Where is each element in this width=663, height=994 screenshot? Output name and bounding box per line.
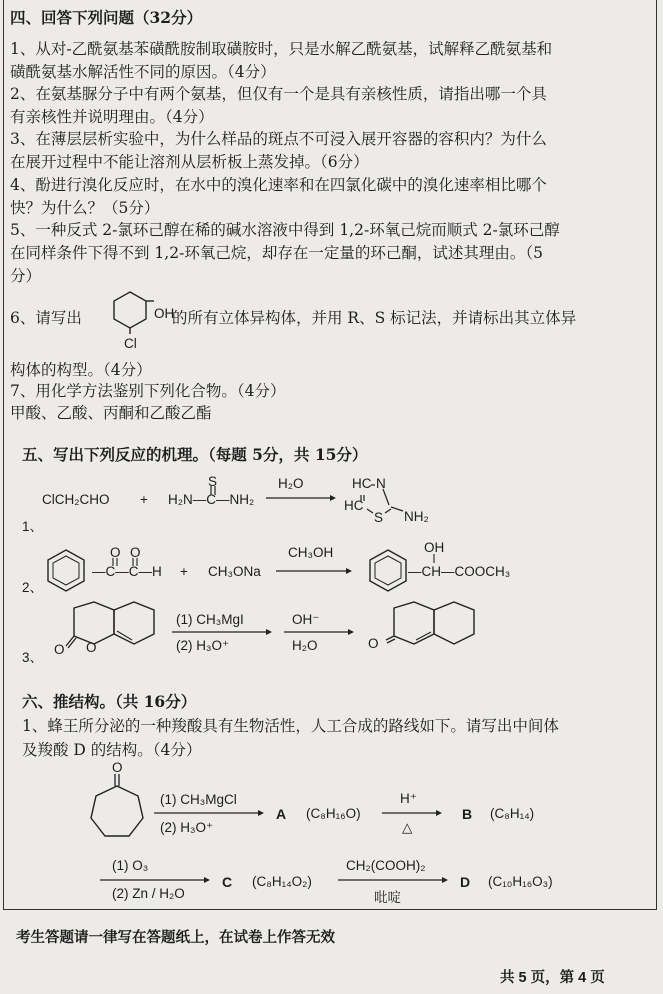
r1-condition: H₂O: [278, 476, 304, 491]
q4-5-line2: 在同样条件下得不到 1,2-环氧己烷，却存在一定量的环己酮，试述其理由。（5: [10, 244, 543, 262]
q4-5-line1: 5、一种反式 2-氯环己醇在稀的碱水溶液中得到 1,2-环氧己烷而顺式 2-氯环己醇: [10, 221, 560, 239]
compound-b: B: [462, 806, 473, 822]
compound-c: C: [222, 874, 233, 890]
cycloheptanone-structure: [88, 774, 148, 844]
r2-number: 2、: [22, 580, 44, 595]
s2-top: H⁺: [400, 791, 417, 806]
section6-title: 六、推结构。（共 16分）: [22, 692, 197, 711]
r3-o-ring: O: [86, 640, 97, 655]
q4-4-line2: 快？为什么？（5分）: [10, 199, 160, 217]
footer-notice: 考生答题请一律写在答题纸上，在试卷上作答无效: [16, 930, 335, 946]
r3-arrow2: [284, 628, 354, 636]
r1-arrow: [266, 494, 336, 502]
r3-p-o: O: [368, 636, 379, 651]
s4-bot: 吡啶: [374, 890, 401, 905]
q4-6-prefix: 6、请写出: [10, 309, 82, 327]
q4-2-line1: 2、在氨基脲分子中有两个氨基，但仅有一个是具有亲核性质，请指出哪一个具: [10, 85, 547, 103]
q6-1-line2: 及羧酸 D 的结构。（4分）: [22, 741, 202, 759]
q6-cl-label: Cl: [124, 336, 137, 351]
compound-d-formula: (C₁₀H₁₆O₃): [488, 874, 553, 889]
s6-arrow4: [338, 876, 448, 884]
q6-1-line1: 1、蜂王所分泌的一种羧酸具有生物活性，人工合成的路线如下。请写出中间体: [22, 717, 559, 735]
q4-3-line1: 3、在薄层层析实验中，为什么样品的斑点不可浸入展开容器的容积内？为什么: [10, 130, 547, 148]
compound-b-formula: (C₈H₁₄): [490, 806, 535, 821]
s6-ketone-o: O: [112, 760, 123, 775]
r2-p-oh: OH: [424, 540, 445, 555]
compound-a: A: [276, 806, 287, 822]
q4-6-line2: 构体的构型。（4分）: [10, 361, 152, 379]
r3-step1: (1) CH₃MgI: [176, 612, 244, 627]
s6-arrow1: [154, 809, 264, 817]
r1-number: 1、: [22, 519, 44, 534]
section5-title: 五、写出下列反应的机理。（每题 5分，共 15分）: [22, 445, 368, 464]
q4-7-line2: 甲酸、乙酸、丙酮和乙酸乙酯: [10, 404, 212, 422]
r1-p-hc2: HC: [344, 498, 364, 513]
r1-thiourea-s: S: [208, 474, 218, 489]
r1-p-s: S: [374, 510, 384, 525]
q4-1-line1: 1、从对-乙酰氨基苯磺酰胺制取磺胺时，只是水解乙酰氨基，试解释乙酰氨基和: [10, 40, 553, 58]
r1-p-hc1: HC: [352, 476, 372, 491]
s1-bot: (2) H₃O⁺: [160, 820, 214, 835]
q4-3-line2: 在展开过程中不能让溶剂从层析板上蒸发掉。（6分）: [10, 153, 369, 171]
r3-lactone-structure: [52, 600, 162, 660]
s3-top: (1) O₃: [112, 858, 149, 873]
r1-thiazole-bonds: [355, 483, 405, 518]
section4-title: 四、回答下列问题（32分）: [10, 8, 203, 27]
q4-7-line1: 7、用化学方法鉴别下列化合物。（4分）: [10, 382, 286, 400]
r2-reagent: CH₃ONa: [208, 564, 261, 579]
s4-top: CH₂(COOH)₂: [346, 858, 426, 873]
s6-arrow2: [382, 809, 442, 817]
q4-1-line2: 磺酰氨基水解活性不同的原因。（4分）: [10, 63, 276, 81]
r1-plus: +: [140, 492, 148, 507]
r2-p-chain: —CH—COOCH₃: [408, 564, 511, 579]
r1-thiourea: H₂N—C—NH₂: [168, 492, 255, 507]
r3-solvent: H₂O: [292, 638, 318, 653]
r1-p-nh2: NH₂: [404, 509, 429, 524]
r1-reactant: ClCH₂CHO: [42, 492, 110, 507]
q6-oh-label: OH: [154, 306, 175, 321]
s2-bot: △: [402, 820, 413, 835]
r2-condition: CH₃OH: [288, 545, 334, 560]
r3-number: 3、: [22, 650, 44, 665]
r1-p-n: N: [376, 476, 386, 491]
compound-c-formula: (C₈H₁₄O₂): [252, 874, 312, 889]
r3-step2: (2) H₃O⁺: [176, 638, 230, 653]
r2-chain: —C—C—H: [92, 564, 162, 579]
r2-p-oh-bond: [431, 554, 437, 564]
r2-o2: O: [130, 545, 141, 560]
q4-2-line2: 有亲核性并说明理由。（4分）: [10, 108, 214, 126]
r2-benzene-ring: [44, 548, 94, 594]
r3-base: OH⁻: [292, 612, 320, 627]
q4-6-suffix: 的所有立体异构体，并用 R、S 标记法，并请标出其立体异: [172, 309, 577, 327]
compound-d: D: [460, 874, 471, 890]
q4-5-line3: 分）: [10, 267, 42, 285]
s1-top: (1) CH₃MgCl: [160, 792, 237, 807]
r2-o1: O: [110, 545, 121, 560]
r3-arrow1: [172, 628, 272, 636]
s3-bot: (2) Zn / H₂O: [112, 886, 185, 901]
page-number: 共 5 页，第 4 页: [500, 970, 605, 986]
r2-plus: +: [180, 564, 188, 579]
r3-o-exo: O: [54, 642, 65, 657]
r2-arrow: [276, 567, 352, 575]
compound-a-formula: (C₈H₁₆O): [306, 806, 361, 821]
q4-4-line1: 4、酚进行溴化反应时，在水中的溴化速率和在四氯化碳中的溴化速率相比哪个: [10, 176, 547, 194]
r3-product-structure: [372, 600, 482, 660]
s6-arrow3: [100, 876, 210, 884]
